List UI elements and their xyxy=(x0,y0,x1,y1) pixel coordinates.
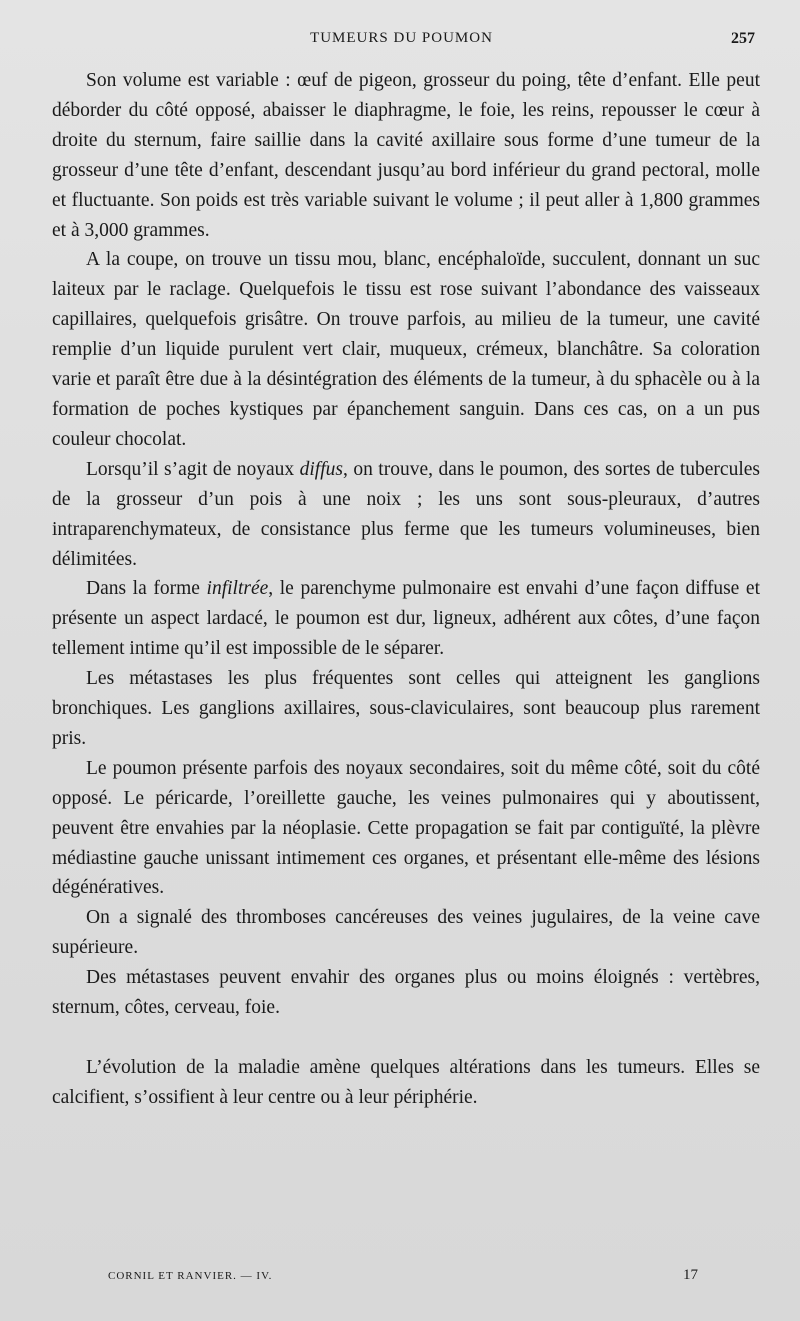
page-header xyxy=(48,30,755,56)
paragraph xyxy=(52,754,760,904)
paragraph xyxy=(52,245,760,454)
running-title: TUMEURS DU POUMON xyxy=(310,30,493,46)
text-run: On a signalé des thromboses cancéreuses des veines jugulaires, de la veine cave supérieure. xyxy=(52,907,760,959)
paragraph xyxy=(52,66,760,245)
text-run: Son volume est variable : œuf de pigeon, grosseur du poing, tête d’enfant. Elle peut déborder du côté opposé, abaisser le diaphragme, le foie, les reins, repousser le cœur à droite du sternum, faire saillie dans la cavité axillaire sous forme d’une tumeur de la grosseur d’une tête d’enfant, descendant jusqu’au bord inférieur du grand pectoral, molle et fluctuante. Son poids est très variable suivant le volume ; il peut aller à 1,800 grammes et à 3,000 grammes. xyxy=(52,70,760,241)
italic-term: diffus xyxy=(299,458,343,480)
text-run: Lorsqu’il s’agit de noyaux xyxy=(86,458,300,480)
text-run: , on trouve, dans le poumon, des sortes de tubercules de la grosseur d’un pois à une noix ; les uns sont sous-pleuraux, d’autres intraparenchymateux, de consistance plus ferme que les tumeurs volumineuses, bien délimitées. xyxy=(52,458,760,570)
body-text xyxy=(52,66,760,1113)
text-run: Le poumon présente parfois des noyaux secondaires, soit du même côté, soit du côté opposé. Le péricarde, l’oreillette gauche, les veines pulmonaires qui y aboutissent, peuvent être envahies par la néoplasie. Cette propagation se fait par contiguïté, la plèvre médiastine gauche unissant intimement ces organes, et présentant elle-même des lésions dégénératives. xyxy=(52,757,760,899)
text-run: Dans la forme xyxy=(86,578,207,600)
text-run: Des métastases peuvent envahir des organes plus ou moins éloignés : vertèbres, sternum, côtes, cerveau, foie. xyxy=(52,967,760,1019)
paragraph xyxy=(52,1053,760,1113)
paragraph xyxy=(52,574,760,664)
paragraph xyxy=(52,963,760,1023)
text-run: L’évolution de la maladie amène quelques altérations dans les tumeurs. Elles se calcifient, s’ossifient à leur centre ou à leur périphérie. xyxy=(52,1057,760,1108)
paragraph xyxy=(52,903,760,963)
italic-term: infiltrée xyxy=(206,578,269,600)
printer-signature: CORNIL ET RANVIER. — IV. xyxy=(108,1270,273,1282)
text-run: Les métastases les plus fréquentes sont celles qui atteignent les ganglions bronchiques. Les ganglions axillaires, sous-claviculaires, sont beaucoup plus rarement pris. xyxy=(52,668,760,749)
text-run: , le parenchyme pulmonaire est envahi d’une façon diffuse et présente un aspect lardacé, le poumon est dur, ligneux, adhérent aux côtes, d’une façon tellement intime qu’il est impossible de le séparer. xyxy=(52,578,760,660)
page-footer xyxy=(108,1267,698,1290)
paragraph xyxy=(52,455,760,575)
paragraph xyxy=(52,664,760,754)
page-number: 257 xyxy=(731,30,755,47)
sheet-number: 17 xyxy=(683,1267,698,1283)
text-run: A la coupe, on trouve un tissu mou, blanc, encéphaloïde, succulent, donnant un suc laiteux par le raclage. Quelquefois le tissu est rose suivant l’abondance des vaisseaux capillaires, quelquefois grisâtre. On trouve parfois, au milieu de la tumeur, une cavité remplie d’un liquide purulent vert clair, muqueux, crémeux, blanchâtre. Sa coloration varie et paraît être due à la désintégration des éléments de la tumeur, à du sphacèle ou à la formation de poches kystiques par épanchement sanguin. Dans ces cas, on a un pus couleur chocolat. xyxy=(52,249,760,450)
